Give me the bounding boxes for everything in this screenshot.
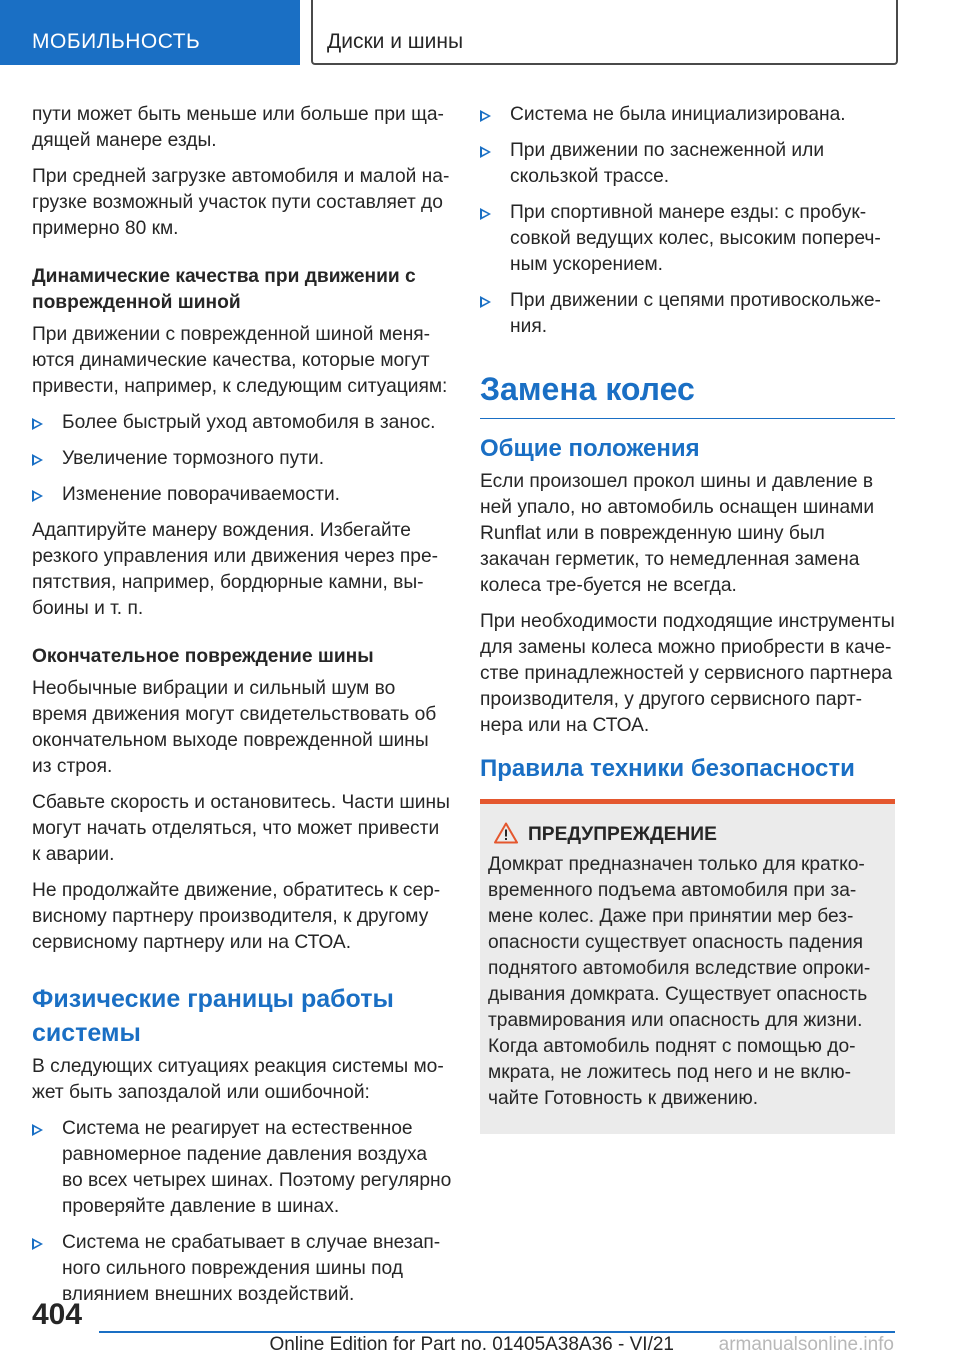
paragraph: Если произошел прокол шины и давление в ней упало, но автомобиль оснащен шинами Runflat или в поврежденную шину был закачан герметик, то немедленная замена колеса тре-буется не всегда. [480, 471, 875, 596]
list-item: При движении по заснеженной или скользкой трассе. [480, 138, 895, 190]
page-number: 404 [32, 1298, 83, 1331]
paragraph: При необходимости подходящие инструменты для замены колеса можно приобрести в каче-стве принадлежностей у сервисного партнера производителя, у другого сервисного парт-нера или на СТОА. [480, 611, 895, 736]
paragraph: В следующих ситуациях реакция системы мо-жет быть запоздалой или ошибочной: [32, 1056, 444, 1103]
edition-label: Online Edition for Part no. 01405A38A36 - VI/21 [269, 1334, 674, 1355]
section-heading: Правила техники безопасности [480, 755, 855, 782]
triangle-bullet-icon [32, 454, 43, 466]
paragraph: пути может быть меньше или больше при ща-дящей манере езды. [32, 104, 444, 151]
warning-title: ПРЕДУПРЕЖДЕНИЕ [488, 822, 885, 848]
triangle-bullet-icon [480, 296, 491, 308]
paragraph: При средней загрузке автомобиля и малой на-грузке возможный участок пути составляет до примерно 80 км. [32, 166, 450, 239]
list-item: Увеличение тормозного пути. [32, 446, 452, 472]
subheading: Динамические качества при движении с поврежденной шиной [32, 266, 416, 313]
triangle-bullet-icon [32, 490, 43, 502]
triangle-bullet-icon [480, 146, 491, 158]
chapter-title: МОБИЛЬНОСТЬ [32, 30, 201, 53]
section-title: Диски и шины [327, 30, 464, 53]
paragraph: Адаптируйте манеру вождения. Избегайте резкого управления или движения через пре-пятствия, например, бордюрные камни, вы-боины и т. п. [32, 520, 439, 619]
list-item: Изменение поворачиваемости. [32, 482, 452, 508]
list-item: Система не реагирует на естественное равномерное падение давления воздуха во всех четырех шинах. Поэтому регулярно проверяйте давление в шинах. [32, 1116, 452, 1220]
list-item: Система не была инициализирована. [480, 102, 895, 128]
list-item: При спортивной манере езды: с пробук-совкой ведущих колес, высоким попереч-ным ускорением. [480, 200, 895, 278]
paragraph: Не продолжайте движение, обратитесь к сер-висному партнеру производителя, к другому сервисному партнеру или на СТОА. [32, 880, 441, 953]
triangle-bullet-icon [32, 1238, 43, 1250]
list-item: При движении с цепями противоскольже-ния. [480, 288, 895, 340]
triangle-bullet-icon [32, 1124, 43, 1136]
paragraph: Сбавьте скорость и остановитесь. Части шины могут начать отделяться, что может привести к аварии. [32, 792, 450, 865]
triangle-bullet-icon [480, 208, 491, 220]
section-header [311, 0, 898, 65]
warning-text: Домкрат предназначен только для кратко-временного подъема автомобиля при за-мене колес. Даже при принятии мер без-опасности существует опасность падения поднятого автомобиля вследствие опроки-дывания домкрата. Существует опасность травмирования или опасность для жизни. Когда автомобиль поднят с помощью до-мкрата, не ложитесь под него и не вклю-чайте Готовность к движению. [488, 854, 871, 1109]
bullet-list [480, 102, 895, 340]
bullet-list [32, 1116, 452, 1308]
paragraph: При движении с поврежденной шиной меня-ются динамические качества, которые могут привести, например, к следующим ситуациям: [32, 324, 448, 397]
main-heading: Замена колес [480, 368, 895, 419]
subheading: Окончательное повреждение шины [32, 646, 374, 667]
chapter-tab [0, 0, 300, 65]
section-heading: Физические границы работы системы [32, 985, 394, 1047]
triangle-bullet-icon [480, 110, 491, 122]
list-item: Более быстрый уход автомобиля в занос. [32, 410, 452, 436]
warning-box [480, 799, 895, 1134]
footer-divider [99, 1331, 895, 1333]
section-heading: Общие положения [480, 435, 700, 462]
paragraph: Необычные вибрации и сильный шум во время движения могут свидетельствовать об окончательном выходе поврежденной шины из строя. [32, 678, 437, 777]
left-column [32, 102, 452, 1318]
triangle-bullet-icon [32, 418, 43, 430]
right-column [480, 102, 895, 1134]
watermark: armanualsonline.info [718, 1334, 894, 1355]
warning-triangle-icon [494, 822, 518, 844]
bullet-list [32, 410, 452, 508]
list-item: Система не срабатывает в случае внезап-ного сильного повреждения шины под влиянием внешних воздействий. [32, 1230, 452, 1308]
